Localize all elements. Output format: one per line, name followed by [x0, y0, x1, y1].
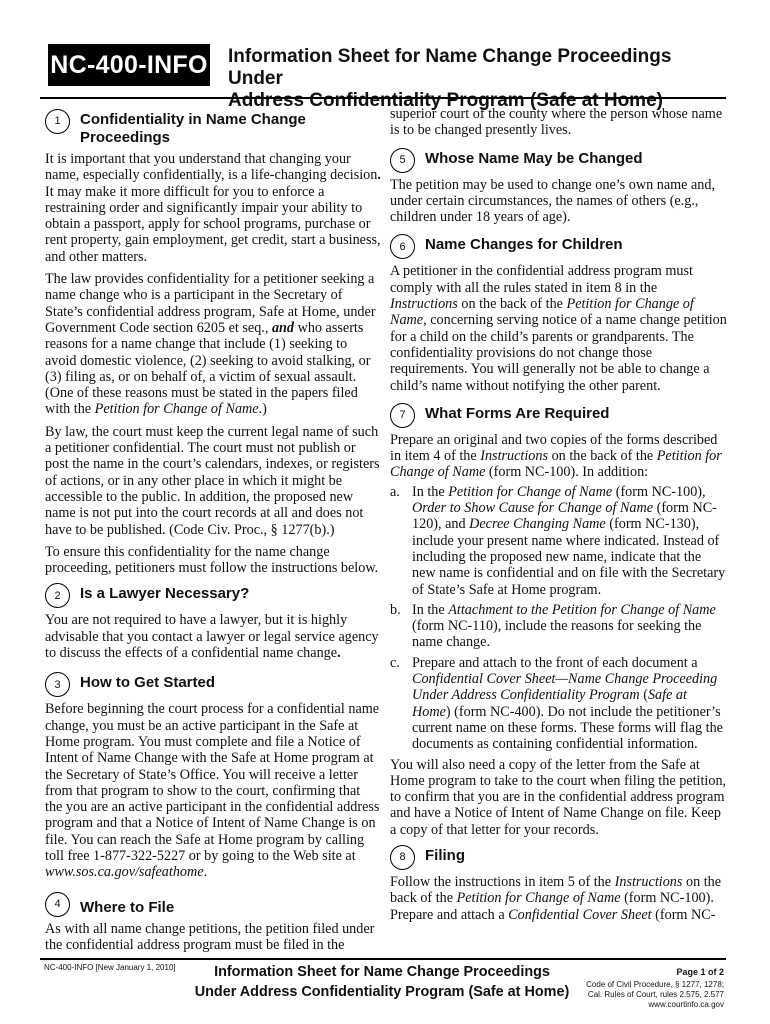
section-4-header — [45, 891, 381, 917]
section-5-paragraph: The petition may be used to change one’s own name and, under certain circumstances, the names of others (e.g., children under 18 years of age). — [390, 176, 716, 226]
list-label: c. — [390, 654, 400, 671]
right-column — [390, 106, 728, 929]
section-title: Is a Lawyer Necessary? — [80, 585, 250, 603]
section-1-paragraph-2: The law provides confidentiality for a petitioner seeking a name change who is a participant in the Secretary of State’s confidential address program, Safe at Home, under Government Code section 6205 et seq., and who asserts reasons for a name change that include (1) seeking to avoid domestic violence, (2) seeking to avoid stalking, or (3) filing as, or on behalf of, a victim of sexual assault. (One of these reasons must be stated in the papers filed with the Petition for Change of Name.) — [45, 271, 376, 418]
section-7-item-a — [390, 484, 728, 598]
section-number-badge: 3 — [45, 672, 70, 697]
section-1-header — [45, 108, 381, 147]
section-6-paragraph: A petitioner in the confidential address program must comply with all the rules stated in item 8 in the Instructions on the back of the Petition for Change of Name, concerning serving notice of a name change petition for a child on the child’s parents or grandparents. The confidentiality provisions do not change those requirements. You will generally not be able to change a child’s name without notifying the other parent. — [390, 263, 727, 394]
section-3-header — [45, 671, 381, 697]
section-7-item-c — [390, 655, 728, 753]
section-title: What Forms Are Required — [425, 404, 610, 422]
section-8-paragraph: Follow the instructions in item 5 of the Instructions on the back of the Petition for Change of Name (form NC-100). Prepare and attach a Confidential Cover Sheet (form NC- — [390, 873, 722, 923]
section-title: Filing — [425, 846, 465, 864]
section-number-badge: 5 — [390, 148, 415, 173]
footer-title-line1: Information Sheet for Name Change Proceedings — [214, 964, 550, 980]
list-label: a. — [390, 483, 400, 500]
document-title-line1: Information Sheet for Name Change Proceedings Under — [228, 46, 672, 89]
section-7-header — [390, 402, 728, 428]
section-2-paragraph: You are not required to have a lawyer, but it is highly advisable that you contact a lawyer or legal service agency to discuss the effects of a confidential name change. — [45, 612, 379, 662]
section-1-paragraph-4: To ensure this confidentiality for the name change proceeding, petitioners must follow the instructions below. — [45, 543, 379, 577]
section-8-header — [390, 844, 728, 870]
section-1-paragraph-3: By law, the court must keep the current legal name of such a petitioner confidential. The court must not publish or post the name in the court’s calendars, indexes, or registers of actions, or in any other place in which it might be accessible to the public. In addition, the proposed new name is not put into the court records at all and does not have to be published. (Code Civ. Proc., § 1277(b).) — [45, 423, 380, 538]
section-number-badge: 7 — [390, 403, 415, 428]
footer-divider — [40, 958, 726, 960]
left-column — [45, 106, 381, 959]
document-title-line2: Address Confidentiality Program (Safe at Home) — [228, 90, 663, 111]
list-text: In the Petition for Change of Name (form NC-100), Order to Show Cause for Change of Name (form NC-120), and Decree Changing Name (form NC-130), include your present name where indicated. Instead of including the proposed new name, indicate that the new name is confidential and on file with the Secretary of State’s Safe at Home program. — [412, 483, 726, 598]
citation-line: Code of Civil Procedure, § 1277, 1278; — [586, 980, 724, 989]
section-title: Whose Name May be Changed — [425, 149, 643, 167]
section-number-badge: 4 — [45, 892, 70, 917]
legal-citations — [586, 980, 724, 1010]
safe-at-home-url: www.sos.ca.gov/safeathome — [45, 864, 204, 881]
section-number-badge: 8 — [390, 845, 415, 870]
section-number-badge: 1 — [45, 109, 70, 134]
form-id-badge: NC-400-INFO — [48, 44, 210, 86]
footer-title — [172, 962, 592, 1002]
list-text: In the Attachment to the Petition for Change of Name (form NC-110), include the reasons for seeking the name change. — [412, 601, 716, 651]
document-title — [228, 46, 728, 112]
list-text: Prepare and attach to the front of each document a Confidential Cover Sheet—Name Change Proceeding Under Address Confidentiality Program (Safe at Home) (form NC-400). Do not include the petitioner’s current name on these forms. These forms will flag the documents as containing confidential information. — [412, 654, 723, 753]
form-revision: NC-400-INFO [New January 1, 2010] — [44, 963, 176, 972]
footer-title-line2: Under Address Confidentiality Program (Safe at Home) — [194, 984, 570, 1000]
section-4-paragraph: As with all name change petitions, the petition filed under the confidential address program must be filed in the — [45, 920, 375, 953]
section-7-closing: You will also need a copy of the letter from the Safe at Home program to take to the court when filing the petition, to confirm that you are in the confidential address program and have a Notice of Intent of Name Change on file. Keep a copy of that letter for your records. — [390, 756, 727, 838]
section-3-paragraph: Before beginning the court process for a confidential name change, you must be an active participant in the Safe at Home program. You must complete and file a Notice of Intent of Name Change with the Safe at Home program at the Secretary of State’s Office. You will receive a letter from that program to show to the court, confirming that the you are an active participant in the confidential address program and that a Notice of Intent of Name Change is on file. You can reach the Safe at Home program by calling toll free 1-877-322-5227 or by going to the Web site at www.sos.ca.gov/safeathome. — [45, 701, 380, 881]
section-5-header — [390, 147, 728, 173]
section-2-header — [45, 582, 381, 608]
section-number-badge: 6 — [390, 234, 415, 259]
section-title: Confidentiality in Name Change Proceedings — [80, 111, 306, 146]
list-label: b. — [390, 601, 401, 618]
section-4-paragraph-continued: superior court of the county where the person whose name is to be changed presently lives. — [390, 106, 723, 139]
section-6-header — [390, 233, 728, 259]
section-title: Name Changes for Children — [425, 236, 623, 254]
section-title: Where to File — [80, 898, 175, 916]
section-7-intro: Prepare an original and two copies of the forms described in item 4 of the Instructions on the back of the Petition for Change of Name (form NC-100). In addition: — [390, 431, 722, 481]
section-title: How to Get Started — [80, 674, 216, 692]
header-divider — [40, 97, 726, 99]
page-number: Page 1 of 2 — [676, 967, 724, 977]
citation-line: Cal. Rules of Court, rules 2.575, 2.577 — [587, 990, 724, 999]
courtinfo-link[interactable]: www.courtinfo.ca.gov — [648, 1000, 724, 1009]
section-number-badge: 2 — [45, 583, 70, 608]
section-7-item-b — [390, 602, 728, 651]
section-1-paragraph-1: It is important that you understand that changing your name, especially confidentially, is a life-changing decision. It may make it more difficult for you to enforce a restraining order and significantly impair your ability to obtain a passport, apply for school programs, purchase or rent property, gain employment, get credit, start a business, and other matters. — [45, 151, 381, 265]
